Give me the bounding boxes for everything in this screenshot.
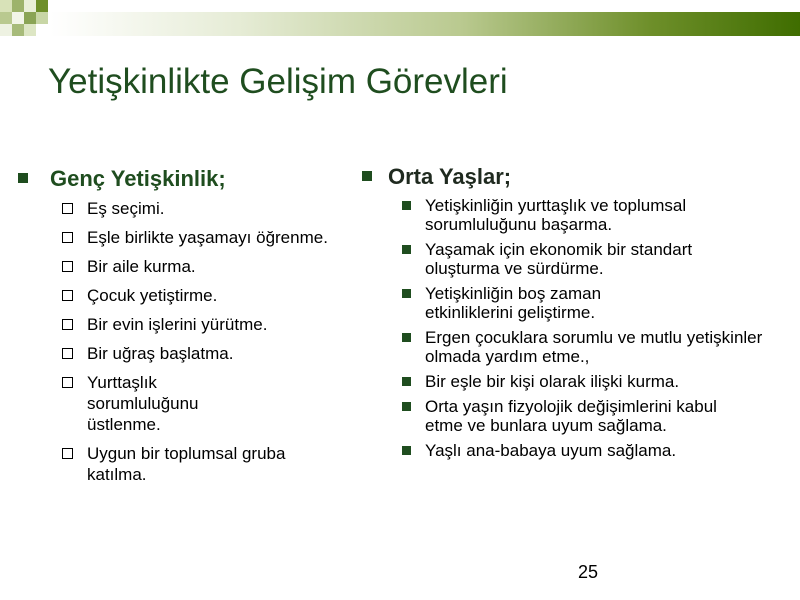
decor-square	[0, 12, 12, 24]
list-item	[62, 227, 348, 248]
list-item	[62, 256, 348, 277]
filled-square-bullet-icon	[402, 201, 411, 210]
list-item	[62, 372, 348, 435]
right-heading-text: Orta Yaşlar;	[388, 164, 512, 189]
list-item-text: Uygun bir toplumsal gruba katılma.	[87, 444, 286, 484]
list-item	[402, 284, 792, 322]
decor-square	[36, 0, 48, 12]
list-item	[62, 198, 348, 219]
decor-square	[24, 12, 36, 24]
list-item-text: Çocuk yetiştirme.	[87, 286, 218, 305]
list-item-text: Eş seçimi.	[87, 199, 165, 218]
list-item-text: Yaşamak için ekonomik bir standart oluşturma ve sürdürme.	[425, 240, 693, 278]
list-item-text: Yetişkinliğin boş zaman etkinliklerini geliştirme.	[425, 284, 602, 322]
list-item	[402, 397, 792, 435]
decor-square	[12, 24, 24, 36]
hollow-square-bullet-icon	[62, 261, 73, 272]
slide-title: Yetişkinlikte Gelişim Görevleri	[48, 62, 508, 101]
list-item	[402, 372, 792, 391]
hollow-square-bullet-icon	[62, 290, 73, 301]
list-item-text: Bir eşle bir kişi olarak ilişki kurma.	[425, 372, 680, 391]
decor-square	[24, 0, 36, 12]
filled-square-bullet-icon	[402, 289, 411, 298]
list-item	[402, 196, 792, 234]
hollow-square-bullet-icon	[62, 319, 73, 330]
filled-square-bullet-icon	[402, 446, 411, 455]
decor-square	[12, 12, 24, 24]
square-bullet-icon	[18, 173, 28, 183]
page-number: 25	[578, 562, 599, 582]
filled-square-bullet-icon	[402, 377, 411, 386]
left-column	[18, 166, 348, 493]
list-item-text: Bir aile kurma.	[87, 257, 196, 276]
left-list	[18, 198, 348, 485]
list-item-text: Yaşlı ana-babaya uyum sağlama.	[425, 441, 677, 460]
list-item-text: Bir uğraş başlatma.	[87, 344, 234, 363]
list-item	[402, 328, 792, 366]
left-heading	[18, 166, 348, 192]
square-bullet-icon	[362, 171, 372, 181]
list-item	[62, 314, 348, 335]
right-list	[362, 196, 792, 460]
list-item	[62, 343, 348, 364]
hollow-square-bullet-icon	[62, 377, 73, 388]
right-column	[362, 164, 792, 466]
decorative-header	[0, 0, 800, 40]
filled-square-bullet-icon	[402, 333, 411, 342]
list-item	[62, 285, 348, 306]
decor-square	[0, 0, 12, 12]
list-item-text: Ergen çocuklara sorumlu ve mutlu yetişkinler olmada yardım etme.,	[425, 328, 763, 366]
hollow-square-bullet-icon	[62, 232, 73, 243]
hollow-square-bullet-icon	[62, 448, 73, 459]
right-heading	[362, 164, 792, 190]
hollow-square-bullet-icon	[62, 203, 73, 214]
decor-square	[24, 24, 36, 36]
decor-square	[36, 12, 48, 24]
hollow-square-bullet-icon	[62, 348, 73, 359]
list-item-text: Orta yaşın fizyolojik değişimlerini kabul etme ve bunlara uyum sağlama.	[425, 397, 717, 435]
header-gradient-bar	[50, 12, 800, 36]
list-item	[402, 240, 792, 278]
list-item	[62, 443, 348, 485]
list-item	[402, 441, 792, 460]
list-item-text: Yurttaşlık sorumluluğunu üstlenme.	[87, 373, 199, 434]
list-item-text: Yetişkinliğin yurttaşlık ve toplumsal sorumluluğunu başarma.	[425, 196, 687, 234]
left-heading-text: Genç Yetişkinlik;	[50, 166, 226, 191]
filled-square-bullet-icon	[402, 245, 411, 254]
decor-square	[0, 24, 12, 36]
decor-square	[12, 0, 24, 12]
list-item-text: Bir evin işlerini yürütme.	[87, 315, 268, 334]
list-item-text: Eşle birlikte yaşamayı öğrenme.	[87, 228, 328, 247]
filled-square-bullet-icon	[402, 402, 411, 411]
